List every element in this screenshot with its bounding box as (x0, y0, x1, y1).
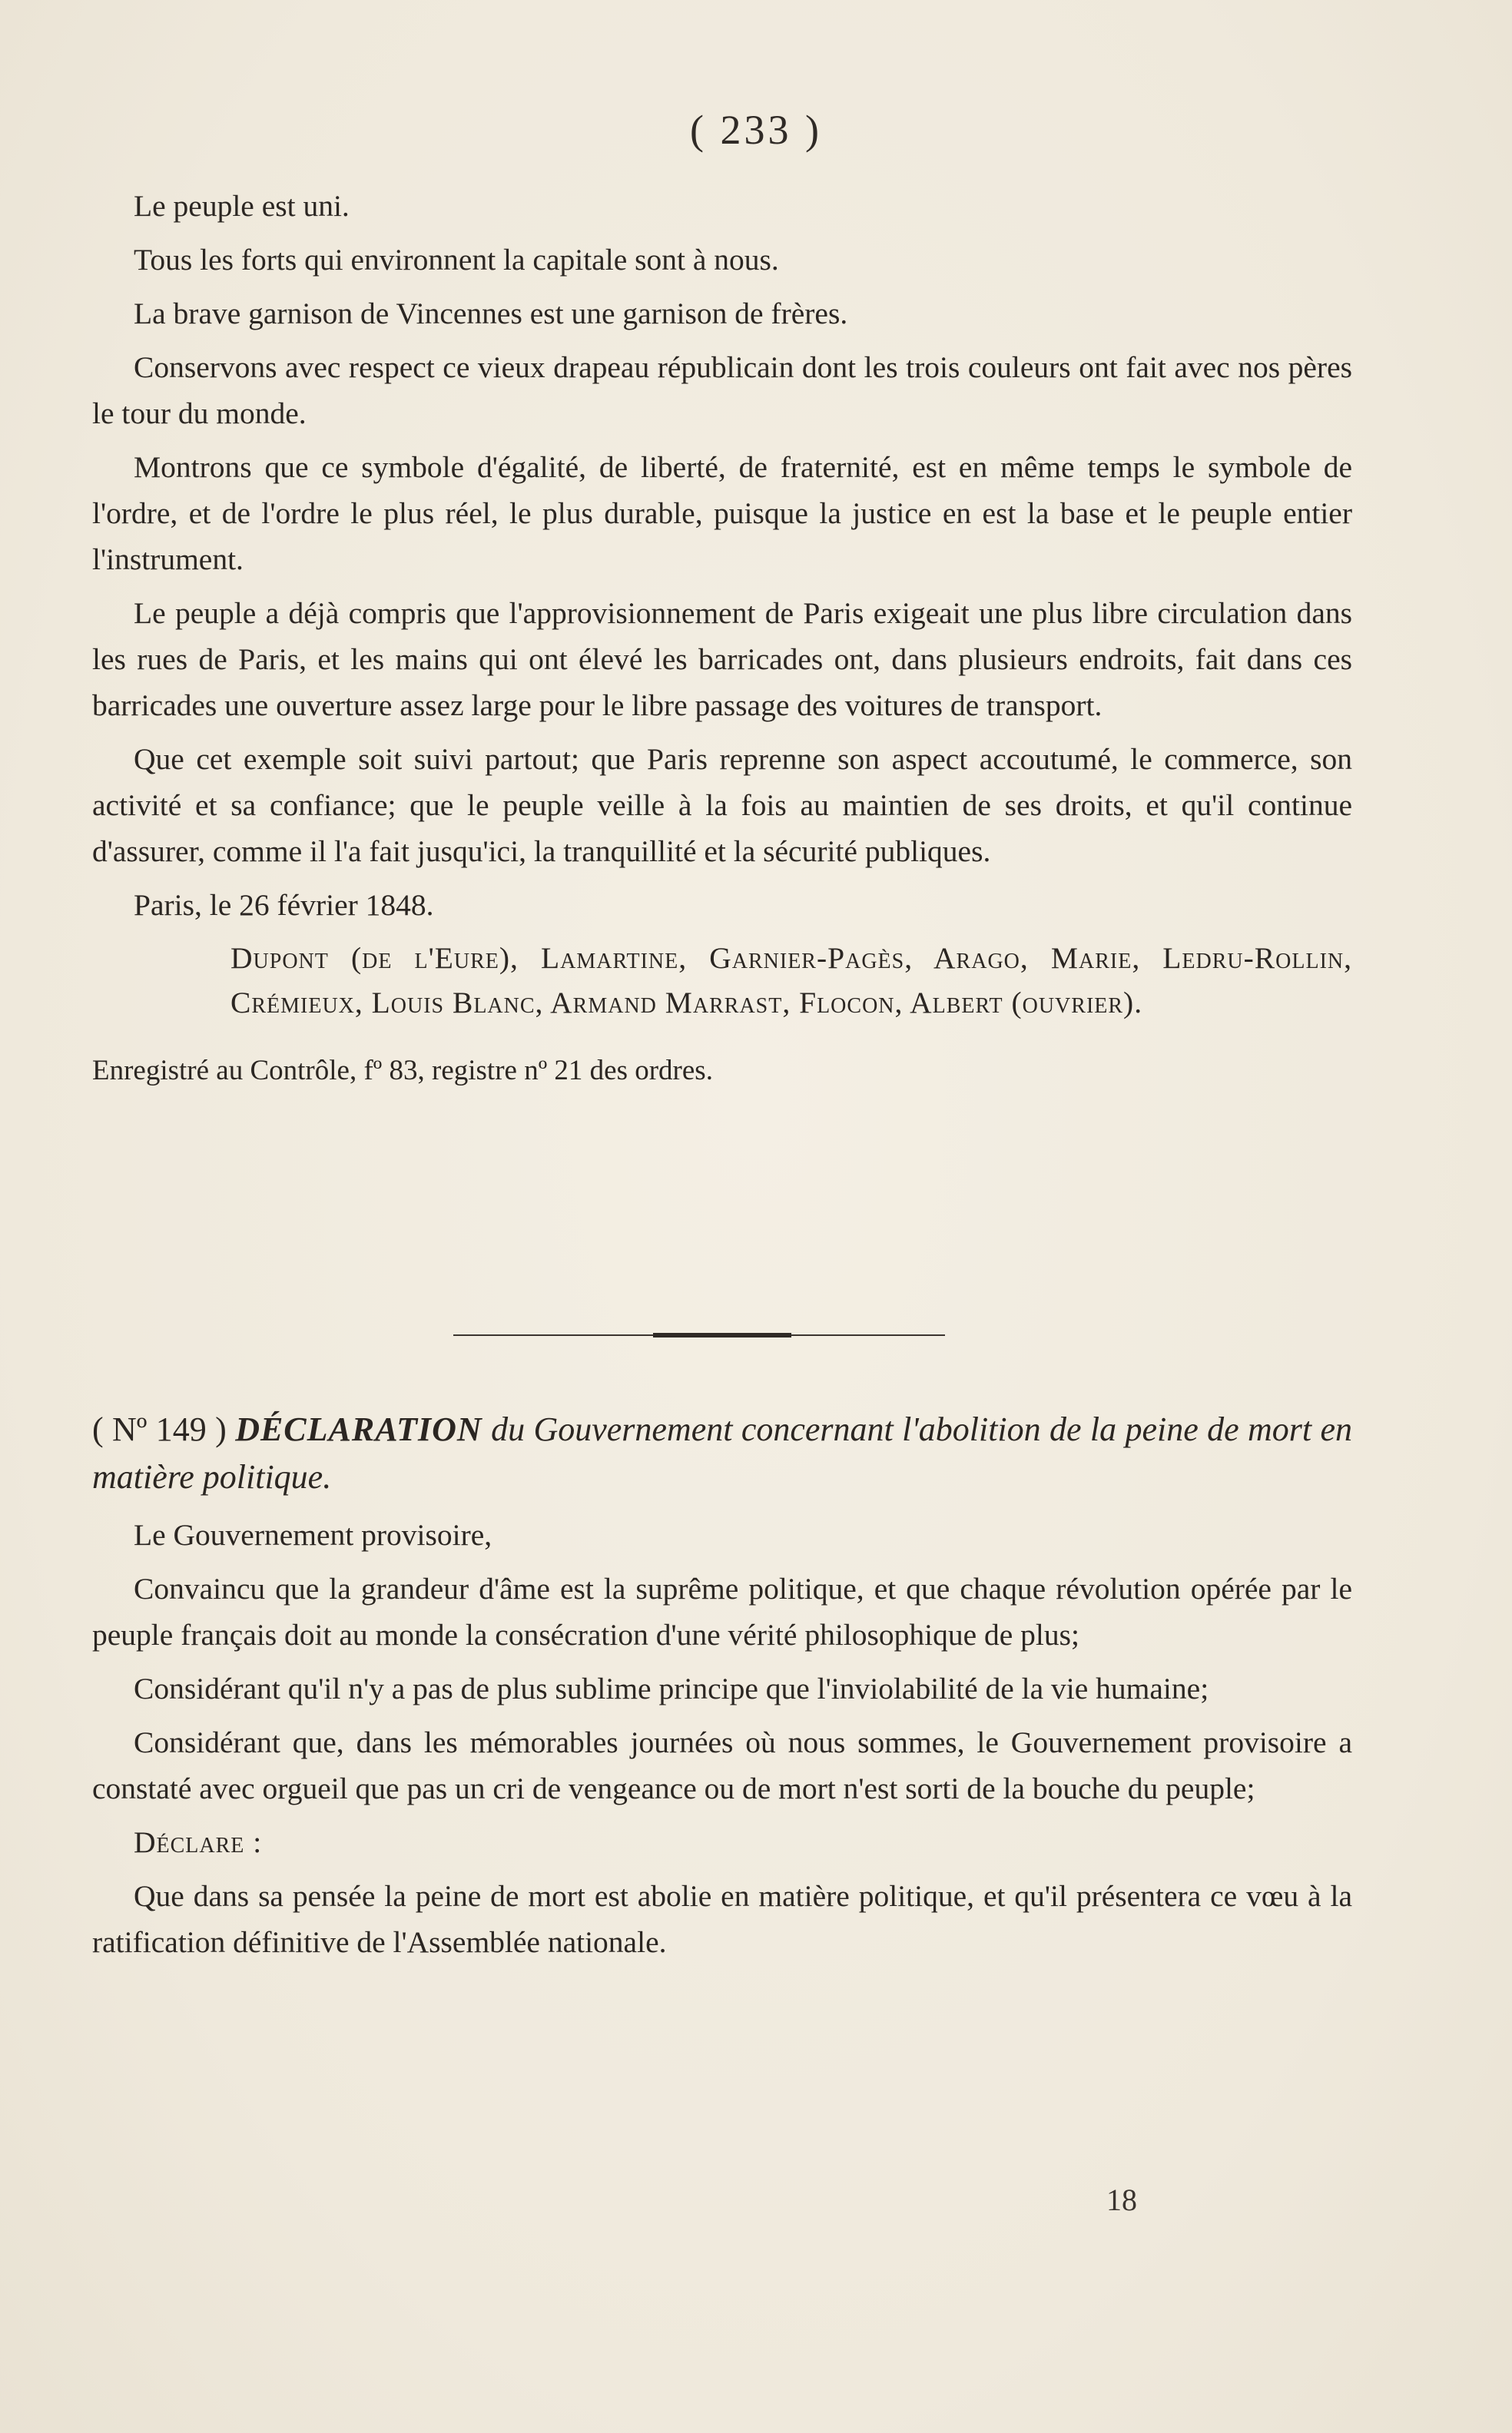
paragraph: Que dans sa pensée la peine de mort est abolie en matière politique, et qu'il présentera ce vœu à la ratification définitive de l'Assemblée nationale. (92, 1879, 1352, 1959)
declaration-subtitle: du Gouvernement concernant l'abolition de la peine de mort en matière politique. (92, 1410, 1353, 1496)
page-number: ( 233 ) (690, 107, 822, 153)
declaration-heading (92, 1406, 1352, 1501)
declaration-section (92, 1406, 1352, 1973)
paragraph: La brave garnison de Vincennes est une garnison de frères. (134, 297, 848, 330)
paragraph: Le Gouvernement provisoire, (134, 1518, 492, 1552)
paragraph: Tous les forts qui environnent la capitale sont à nous. (134, 243, 779, 277)
paragraph: Le peuple est uni. (134, 189, 350, 223)
paragraph: Considérant que, dans les mémorables journées où nous sommes, le Gouvernement provisoire a constaté avec orgueil que pas un cri de vengeance ou de mort n'est sorti de la bouche du peuple; (92, 1725, 1352, 1805)
registration-note: Enregistré au Contrôle, fº 83, registre nº 21 des ordres. (92, 1055, 713, 1086)
declaration-number: ( Nº 149 ) (92, 1410, 227, 1448)
paragraph: Conservons avec respect ce vieux drapeau républicain dont les trois couleurs ont fait avec nos pères le tour du monde. (92, 350, 1352, 430)
proclamation-section (92, 183, 1352, 1094)
paragraph: Que cet exemple soit suivi partout; que Paris reprenne son aspect accoutumé, le commerce, son activité et sa confiance; que le peuple veille à la fois au maintien de ses droits, et qu'il continue d'assurer, comme il l'a fait jusqu'ici, la tranquillité et la sécurité publiques. (92, 742, 1352, 868)
section-divider (0, 1331, 1512, 1340)
paragraph: Considérant qu'il n'y a pas de plus sublime principe que l'inviolabilité de la vie humaine; (134, 1672, 1209, 1705)
paragraph: Convaincu que la grandeur d'âme est la suprême politique, et que chaque révolution opérée par le peuple français doit au monde la consécration d'une vérité philosophique de plus; (92, 1572, 1352, 1652)
date-line: Paris, le 26 février 1848. (134, 888, 434, 922)
paragraph: Le peuple a déjà compris que l'approvisionnement de Paris exigeait une plus libre circulation dans les rues de Paris, et les mains qui ont élevé les barricades ont, dans plusieurs endroits, fait dans ces barricades une ouverture assez large pour le libre passage des voitures de transport. (92, 596, 1352, 722)
signature-mark: 18 (1106, 2183, 1137, 2217)
declaration-title: DÉCLARATION (235, 1410, 482, 1448)
paragraph: Montrons que ce symbole d'égalité, de liberté, de fraternité, est en même temps le symbole de l'ordre, et de l'ordre le plus réel, le plus durable, puisque la justice en est la base et le peuple entier l'instrument. (92, 450, 1352, 576)
declare-label: Déclare : (134, 1825, 263, 1859)
signatories: Dupont (de l'Eure), Lamartine, Garnier-Pagès, Arago, Marie, Ledru-Rollin, Crémieux, Louis Blanc, Armand Marrast, Flocon, Albert (ouvrier). (230, 941, 1352, 1019)
